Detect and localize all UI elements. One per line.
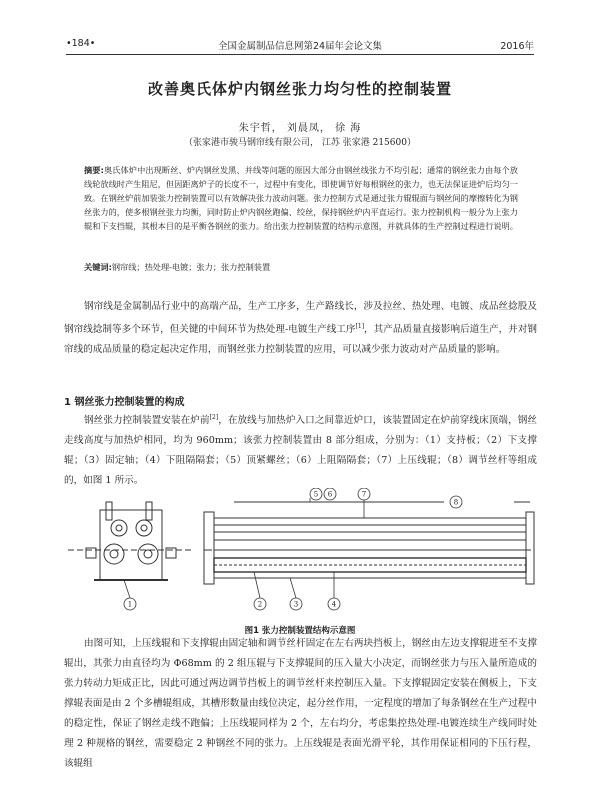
section1-ref: [2] <box>209 414 219 421</box>
keywords-label: 关键词: <box>84 262 112 272</box>
side-view <box>68 502 192 580</box>
abstract-label: 摘要: <box>84 165 104 175</box>
intro-text: 钢帘线是金属制品行业中的高端产品，生产工序多，生产路线长，涉及拉丝、热处理、电镀、成品丝捻股及钢帘线捻制等多个环节，但关键的中间环节为热处理-电镀生产线工序 <box>64 301 537 336</box>
callout-label: 6 <box>327 490 333 499</box>
running-header <box>66 38 534 55</box>
keywords-text: 钢帘线；热处理-电镀；张力；张力控制装置 <box>111 262 271 272</box>
paper-title: 改善奥氏体炉内钢丝张力均匀性的控制装置 <box>147 80 452 98</box>
header-year: 2016年 <box>500 41 534 52</box>
abstract <box>84 163 518 233</box>
section1-text-a: 钢丝张力控制装置安装在炉前 <box>84 415 210 427</box>
figure-diagram <box>64 488 537 618</box>
callout-label: 1 <box>127 600 133 609</box>
figure-caption: 图1 张力控制装置结构示意图 <box>244 626 356 636</box>
keywords <box>84 262 518 273</box>
intro-ref: [1] <box>355 323 365 330</box>
section1-paragraph-2: 由图可知，上压线辊和下支撑辊由固定轴和调节丝杆固定在左右两块挡板上，钢丝由左边支撑辊进至不支撑辊出，其张力由直径均为 Φ68mm 的 2 组压辊与下支撑辊间的压入量大小决定，而钢丝张力与压入量所造成的张力转动力矩成正比，因此可通过两边调节挡板上的调节丝杆来控制压入量。下支撑辊固定安装在侧板上，下支撑辊表面是由 2 个多槽辊组成，其槽形数量由线位决定，起分丝作用，一定程度的增加了每条钢丝在生产过程中的稳定性，保证了钢丝走线不跑偏；上压线辊同样为 2 个，左右均分，考虑集控热处理-电镀连续生产线同时处理 2 种规格的钢丝，需要稳定 2 种钢丝不同的张力。上压线辊是表面光滑平轮，其作用保证相同的下压行程，该辊组 <box>64 638 537 769</box>
intro-paragraph <box>64 297 537 360</box>
callout-label: 5 <box>313 490 319 499</box>
page-number: •184• <box>66 38 96 49</box>
callout-label: 2 <box>257 600 263 609</box>
abstract-text: 奥氏体炉中出现断丝、炉内钢丝发黑、并线等问题的原因大部分由钢丝线张力不均引起；通常的钢丝张力由每个放线轮放线时产生阻尼，但因距离炉子的长度不一，过程中有变化，即使调节好每根钢丝的张力，也无法保证进炉后均匀一致。在钢丝炉前加装张力控制装置可以有效解决张力波动问题。张力控制方式是通过张力辊辊面与钢丝间的摩擦转化为钢丝张力的，使多根钢丝张力均衡，同时防止炉内钢丝跑偏、绞丝，保持钢丝炉内平直运行。张力控制机构一般分为上张力辊和下支挡辊，其根本目的是平衡各钢丝的张力。给出张力控制装置的结构示意图，并就具体的生产控制过程进行说明。 <box>84 165 518 231</box>
authors: 朱宇哲， 刘晨凤， 徐 海 <box>238 123 362 134</box>
intro-text-end: ，其产品质量直接影响后道生产，并对钢帘线的成品质量的稳定起决定作用，而钢丝张力控制装置的应用，可以减少张力波动对产品质量的影响。 <box>64 324 537 356</box>
callout-label: 4 <box>331 600 337 609</box>
section-heading-1: 1 钢丝张力控制装置的构成 <box>64 397 185 408</box>
proceedings-title: 全国金属制品信息网第24届年会论文集 <box>217 41 383 52</box>
callout-label: 3 <box>293 600 299 609</box>
section1-paragraph <box>64 408 537 491</box>
section1-text-b: ，在放线与加热炉入口之间靠近炉口，该装置固定在炉前穿线床顶端，钢丝走线高度与加热炉相同，均为 960mm；该张力控制装置由 8 部分组成，分别为：（1）支持板；（2）下支撑辊；（3）固定轴；（4）下阻隔隔套；（5）顶紧螺丝；（6）上阻隔隔套；（7）上压线辊；（8）调节丝杆等组成的，如图 1 所示。 <box>64 415 538 487</box>
callout-label: 7 <box>361 490 367 499</box>
front-view <box>204 502 534 584</box>
callout-label: 8 <box>453 498 459 507</box>
affiliation: （张家港市骏马钢帘线有限公司， 江苏 张家港 215600） <box>184 138 416 148</box>
